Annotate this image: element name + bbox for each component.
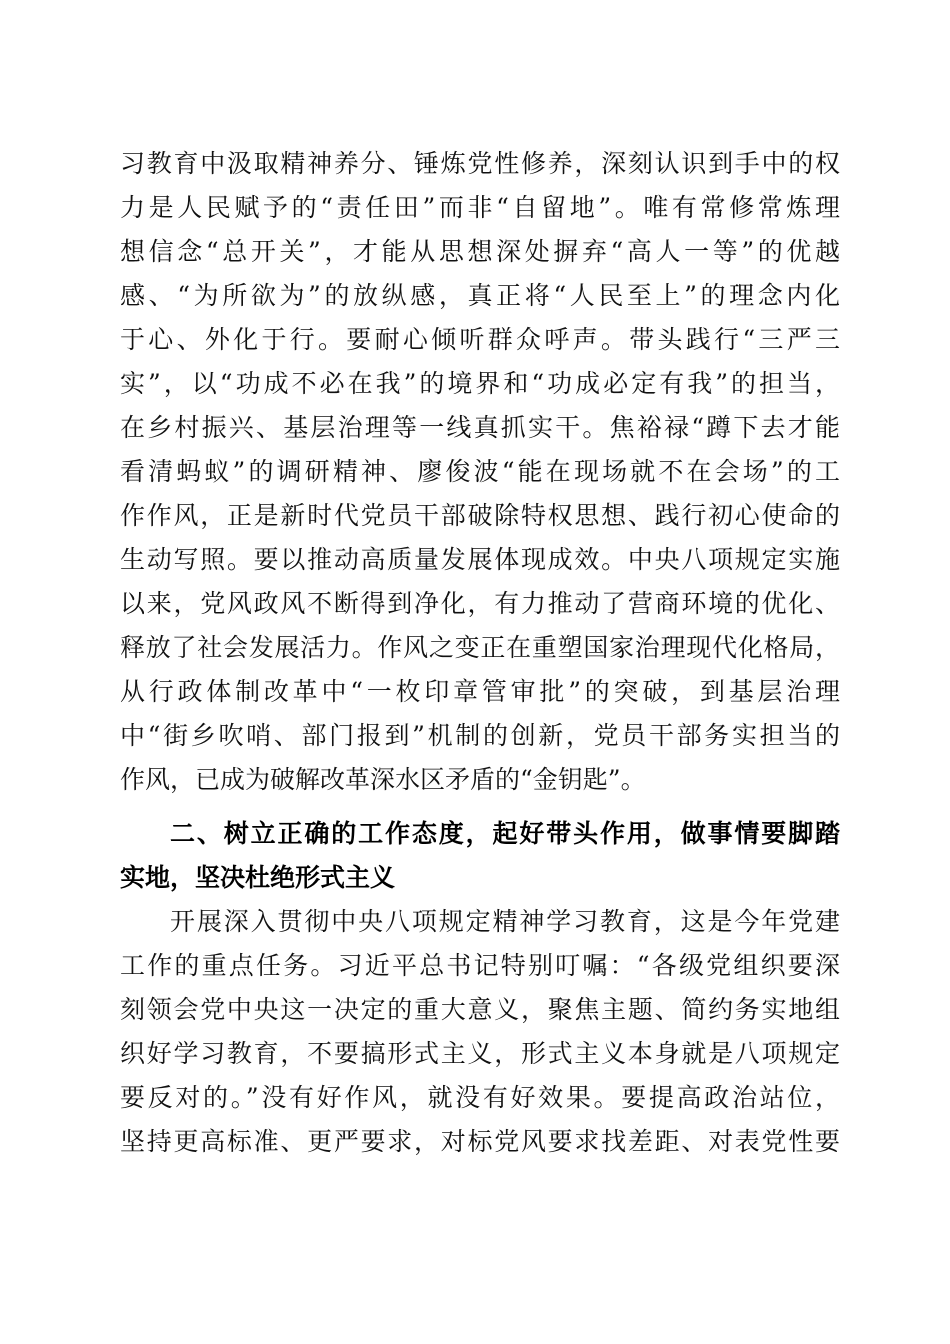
- text-line: 要反对的。”没有好作风，就没有好效果。要提高政治站位，: [120, 1083, 840, 1112]
- text-line: 生动写照。要以推动高质量发展体现成效。中央八项规定实施: [120, 545, 840, 574]
- text-line: 刻领会党中央这一决定的重大意义，聚焦主题、简约务实地组: [120, 995, 840, 1024]
- text-line: 开展深入贯彻中央八项规定精神学习教育，这是今年党建: [170, 907, 840, 936]
- text-line: 想信念“总开关”，才能从思想深处摒弃“高人一等”的优越: [120, 237, 840, 266]
- text-line: 作作风，正是新时代党员干部破除特权思想、践行初心使命的: [120, 501, 840, 530]
- text-line: 在乡村振兴、基层治理等一线真抓实干。焦裕禄“蹲下去才能: [120, 413, 840, 442]
- paragraph-2: [120, 900, 840, 1164]
- text-line: 于心、外化于行。要耐心倾听群众呼声。带头践行“三严三: [120, 325, 840, 354]
- text-line: 中“街乡吹哨、部门报到”机制的创新，党员干部务实担当的: [120, 721, 840, 750]
- text-line: 看清蚂蚁”的调研精神、廖俊波“能在现场就不在会场”的工: [120, 457, 840, 486]
- text-line: 实”，以“功成不必在我”的境界和“功成必定有我”的担当，: [120, 369, 840, 398]
- text-line: 释放了社会发展活力。作风之变正在重塑国家治理现代化格局，: [120, 633, 840, 662]
- heading-line: 实地，坚决杜绝形式主义: [120, 863, 396, 892]
- text-line: 感、“为所欲为”的放纵感，真正将“人民至上”的理念内化: [120, 281, 840, 310]
- text-line: 力是人民赋予的“责任田”而非“自留地”。唯有常修常炼理: [120, 193, 840, 222]
- text-line: 从行政体制改革中“一枚印章管审批”的突破，到基层治理: [120, 677, 840, 706]
- paragraph-1: [120, 142, 840, 802]
- text-line: 坚持更高标准、更严要求，对标党风要求找差距、对表党性要: [120, 1127, 840, 1156]
- text-line: 织好学习教育，不要搞形式主义，形式主义本身就是八项规定: [120, 1039, 840, 1068]
- text-line: 作风，已成为破解改革深水区矛盾的“金钥匙”。: [120, 765, 646, 794]
- text-line: 习教育中汲取精神养分、锤炼党性修养，深刻认识到手中的权: [120, 149, 840, 178]
- text-line: 以来，党风政风不断得到净化，有力推动了营商环境的优化、: [120, 589, 840, 618]
- text-line: 工作的重点任务。习近平总书记特别叮嘱：“各级党组织要深: [120, 951, 840, 980]
- heading-line: 二、树立正确的工作态度，起好带头作用，做事情要脚踏: [170, 819, 840, 848]
- section-heading-2: [120, 812, 840, 900]
